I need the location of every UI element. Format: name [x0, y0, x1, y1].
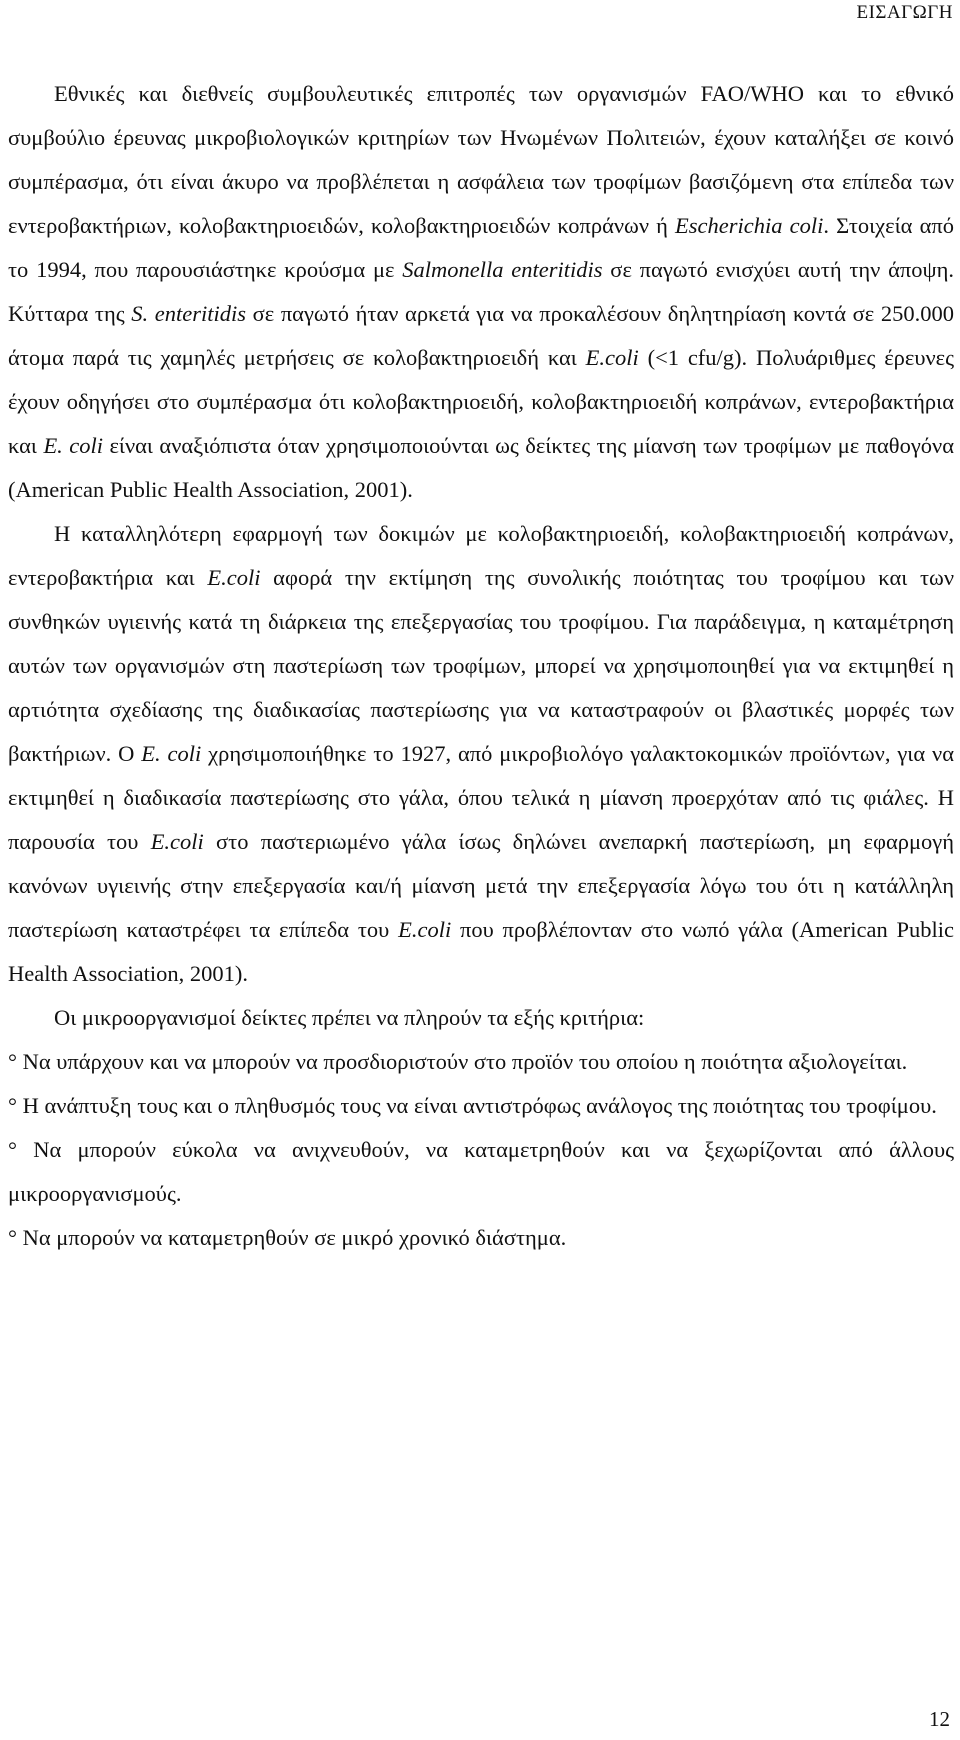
- document-body: [8, 72, 954, 1260]
- criteria-item: ° Η ανάπτυξη τους και ο πληθυσμός τους να είναι αντιστρόφως ανάλογος της ποιότητας του τροφίμου.: [8, 1093, 937, 1118]
- paragraph-text: (<1 cfu/g). Πολυάριθμες έρευνες έχουν οδηγήσει στο συμπέρασμα ότι κολοβακτηριοειδή, κολοβακτηριοειδή κοπράνων, εντεροβακτήρια και: [8, 345, 954, 458]
- paragraph-text: αφορά την εκτίμηση της συνολικής ποιότητας του τροφίμου και των συνθηκών υγιεινής κατά τη διάρκεια της επεξεργασίας του τροφίμου. Για παράδειγμα, η καταμέτρηση αυτών των οργανισμών στη παστερίωση των τροφίμων, μπορεί να χρησιμοποιηθεί για να εκτιμηθεί η αρτιότητα σχεδίασης της διαδικασίας παστερίωσης για να καταστραφούν οι βλαστικές μορφές των βακτήριων. Ο: [8, 565, 954, 766]
- paragraph-text: που προβλέπονταν στο νωπό γάλα (American Public Health Association, 2001).: [8, 917, 955, 986]
- criteria-item: ° Να μπορούν να καταμετρηθούν σε μικρό χρονικό διάστημα.: [8, 1225, 567, 1250]
- species-name: S. enteritidis: [131, 301, 246, 326]
- criteria-item: ° Να μπορούν εύκολα να ανιχνευθούν, να καταμετρηθούν και να ξεχωρίζονται από άλλους μικροοργανισμούς.: [8, 1137, 954, 1206]
- species-name: E. coli: [43, 433, 103, 458]
- paragraph-food-safety-indicators: [8, 72, 954, 512]
- species-name: Salmonella enteritidis: [402, 257, 603, 282]
- criteria-item: ° Να υπάρχουν και να μπορούν να προσδιοριστούν στο προϊόν του οποίου η ποιότητα αξιολογείται.: [8, 1049, 908, 1074]
- paragraph-text: Η καταλληλότερη εφαρμογή των δοκιμών με κολοβακτηριοειδή, κολοβακτηριοειδή κοπράνων, εντεροβακτήρια και: [8, 521, 954, 590]
- paragraph-text: στο παστεριωμένο γάλα ίσως δηλώνει ανεπαρκή παστερίωση, μη εφαρμογή κανόνων υγιεινής στην επεξεργασία και/ή μίανση μετά την επεξεργασία λόγω του ότι η κατάλληλη παστερίωση καταστρέφει τα επίπεδα του: [8, 829, 954, 942]
- paragraph-criteria-intro: [8, 996, 954, 1040]
- paragraph-pasteurization: [8, 512, 954, 996]
- species-name: E. coli: [141, 741, 202, 766]
- page-number: 12: [929, 1707, 950, 1731]
- paragraph-text: σε παγωτό ενισχύει αυτή την άποψη. Κύτταρα της: [8, 257, 955, 326]
- paragraph-text: χρησιμοποιήθηκε το 1927, από μικροβιολόγο γαλακτοκομικών προϊόντων, για να εκτιμηθεί η διαδικασία παστερίωσης στο γάλα, όπου τελικά η μίανση προερχόταν από τις φιάλες. Η παρουσία του: [8, 741, 954, 854]
- species-name: E.coli: [207, 565, 261, 590]
- section-header: ΕΙΣΑΓΩΓΗ: [856, 2, 953, 23]
- paragraph-text: είναι αναξιόπιστα όταν χρησιμοποιούνται ως δείκτες της μίανση των τροφίμων με παθογόνα (American Public Health Association, 2001).: [8, 433, 954, 502]
- paragraph-text: Οι μικροοργανισμοί δείκτες πρέπει να πληρούν τα εξής κριτήρια:: [54, 1005, 645, 1030]
- species-name: E.coli: [585, 345, 639, 370]
- paragraph-text: . Στοιχεία από το 1994, που παρουσιάστηκε κρούσμα με: [8, 213, 954, 282]
- species-name: E.coli: [398, 917, 452, 942]
- species-name: Escherichia coli: [675, 213, 824, 238]
- paragraph-text: Εθνικές και διεθνείς συμβουλευτικές επιτροπές των οργανισμών FAO/WHO και το εθνικό συμβούλιο έρευνας μικροβιολογικών κριτηρίων των Ηνωμένων Πολιτειών, έχουν καταλήξει σε κοινό συμπέρασμα, ότι είναι άκυρο να προβλέπεται η ασφάλεια των τροφίμων βασιζόμενη στα επίπεδα των εντεροβακτήριων, κολοβακτηριοειδών, κολοβακτηριοειδών κοπράνων ή: [8, 81, 954, 238]
- paragraph-text: σε παγωτό ήταν αρκετά για να προκαλέσουν δηλητηρίαση κοντά σε 250.000 άτομα παρά τις χαμηλές μετρήσεις σε κολοβακτηριοειδή και: [8, 301, 955, 370]
- species-name: E.coli: [150, 829, 204, 854]
